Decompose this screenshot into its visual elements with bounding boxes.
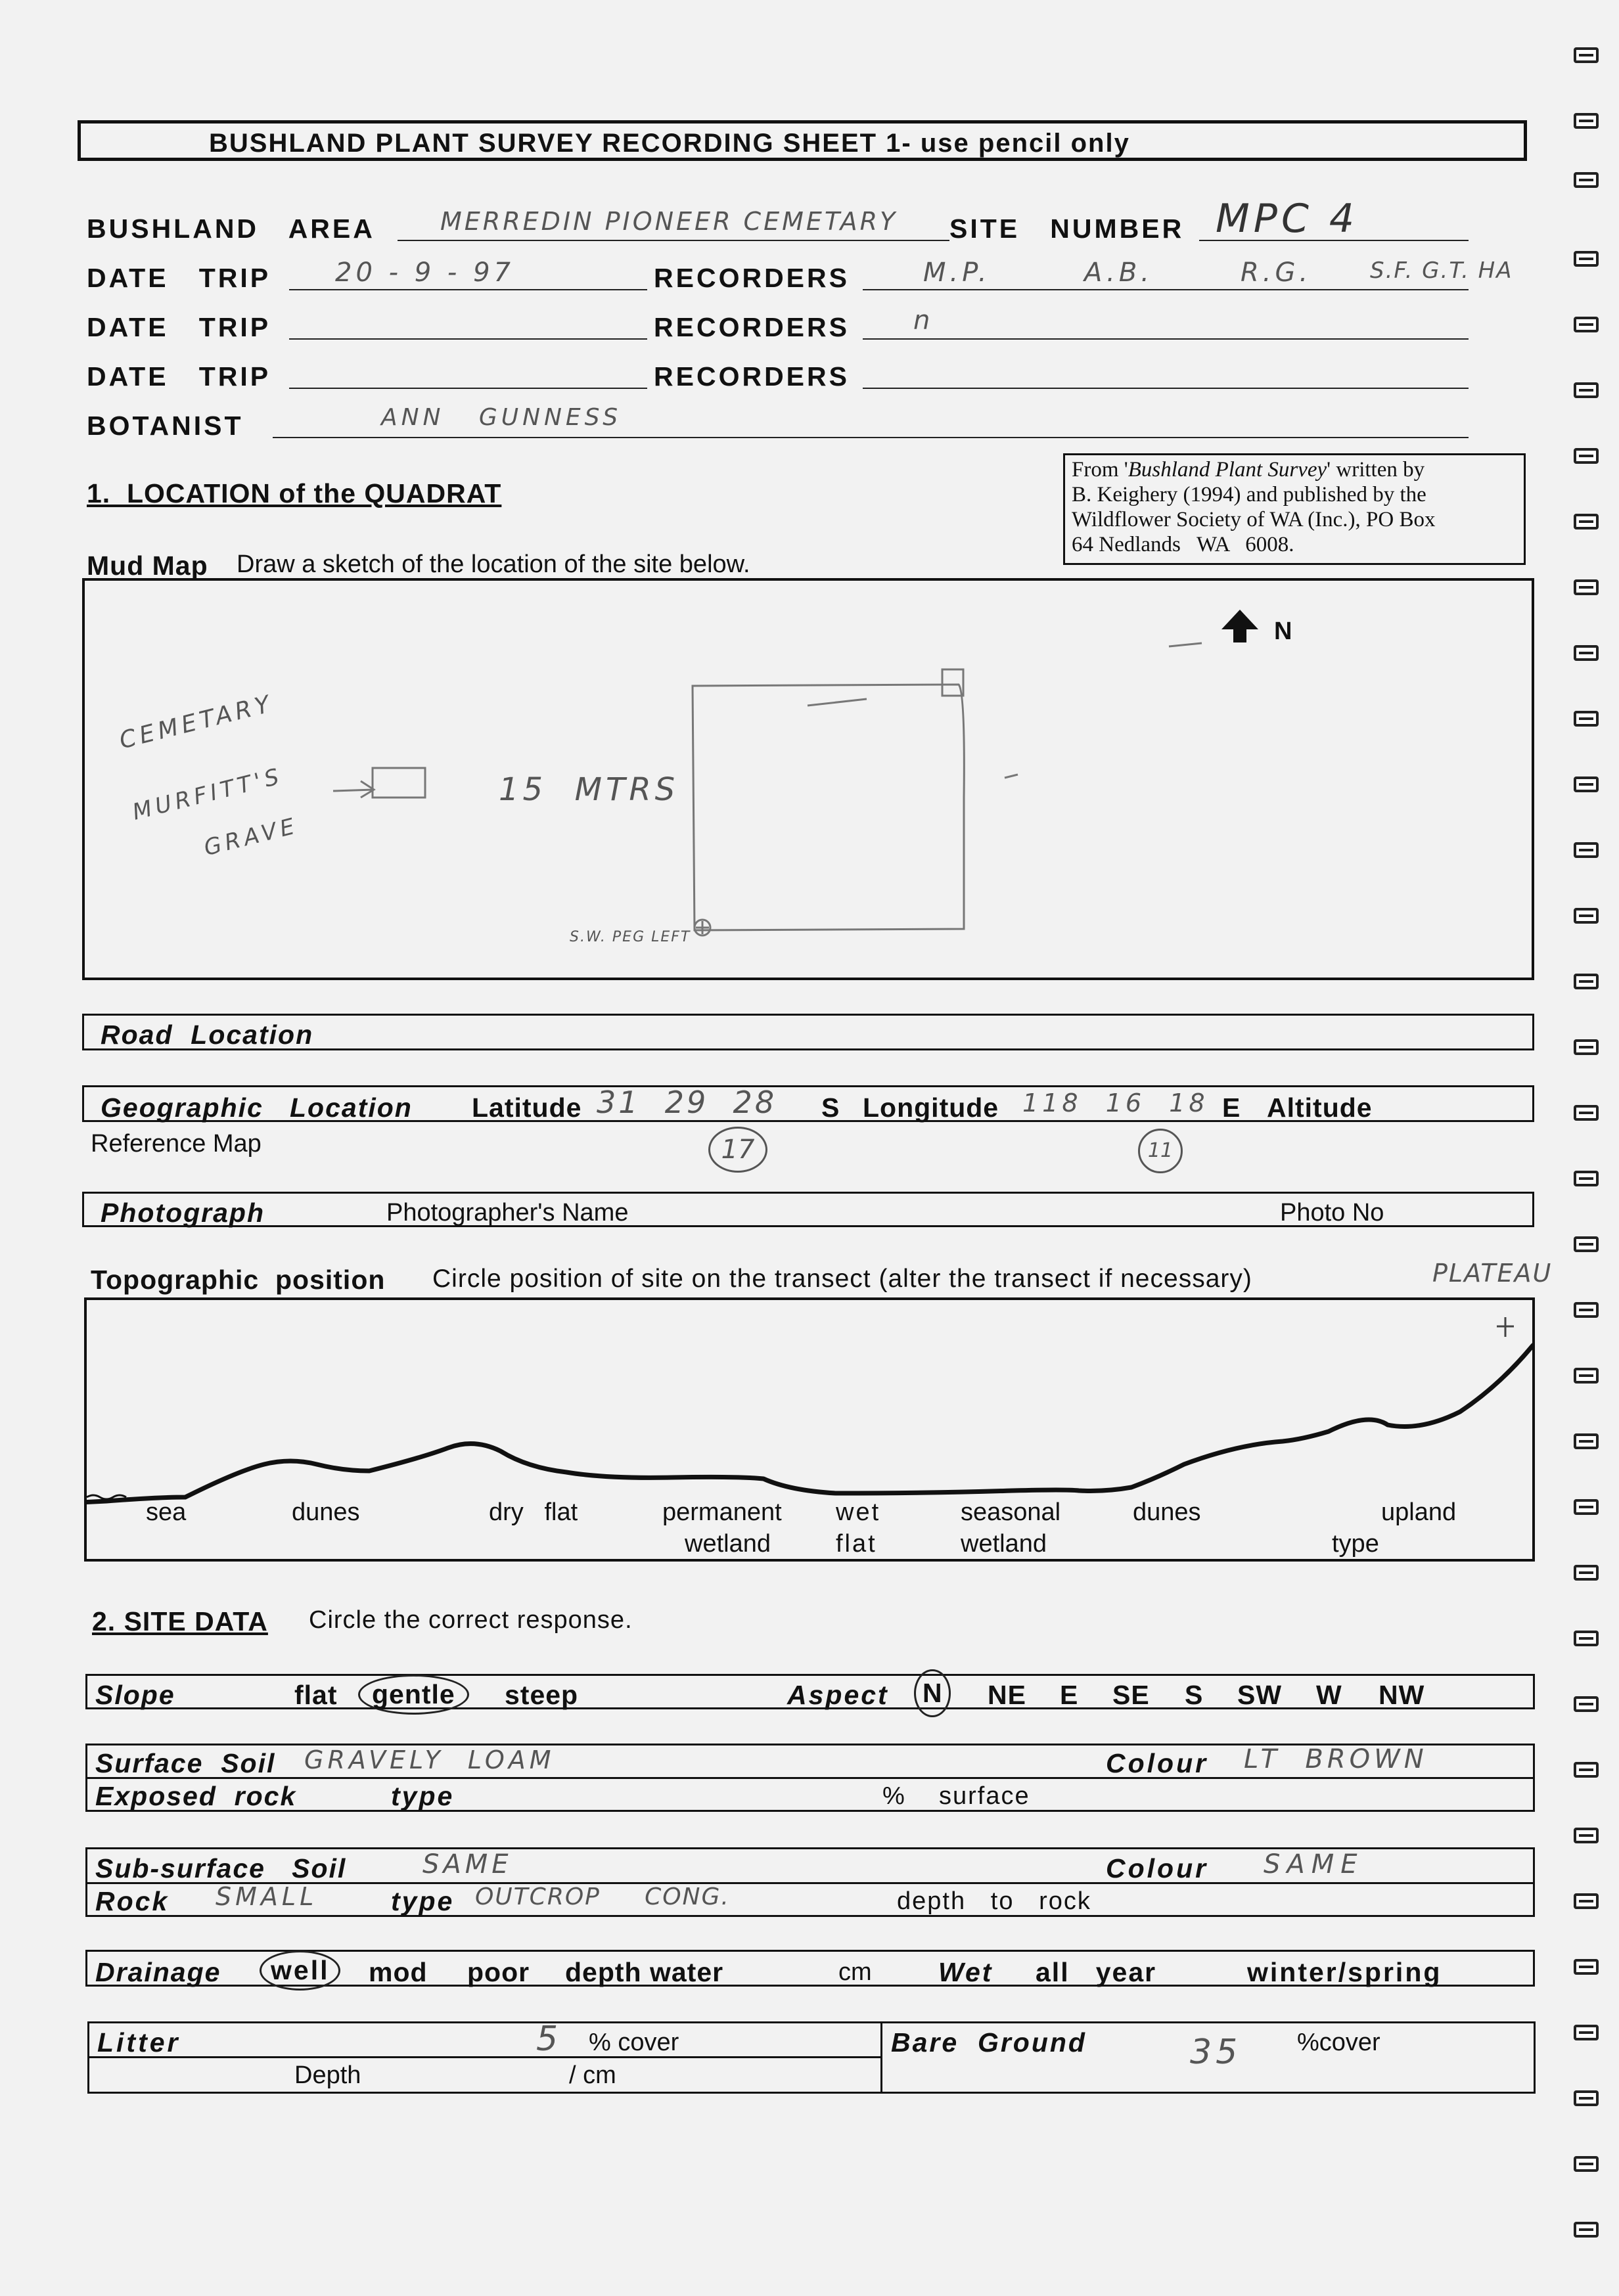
surface-soil-divider xyxy=(87,1777,1533,1779)
slope-label: Slope xyxy=(95,1680,175,1710)
mud-map-sketch xyxy=(85,581,1532,978)
rock-type-value[interactable]: OUTCROP CONG. xyxy=(475,1883,730,1910)
recorders-2-line[interactable] xyxy=(863,338,1469,340)
site-number-label: SITE NUMBER xyxy=(949,214,1185,244)
source-note-line-3: Wildflower Society of WA (Inc.), PO Box xyxy=(1072,508,1436,531)
plateau-mark xyxy=(1497,1317,1514,1337)
north-dash xyxy=(808,643,1202,706)
surface-colour-value[interactable]: LT BROWN xyxy=(1244,1744,1428,1774)
date-trip-2-label: DATE TRIP xyxy=(87,312,271,342)
longitude-value: 118 16 18 xyxy=(1022,1089,1209,1117)
aspect-option-n[interactable]: N xyxy=(914,1669,951,1717)
recorders-2-value: n xyxy=(913,305,934,336)
exposed-rock-label: Exposed rock xyxy=(95,1781,297,1811)
aspect-option-se[interactable]: SE xyxy=(1112,1680,1150,1710)
north-arrow-icon xyxy=(1221,610,1258,629)
latitude-value: 31 29 28 xyxy=(597,1085,777,1120)
north-label: N xyxy=(1274,618,1295,645)
recorders-3-line[interactable] xyxy=(863,388,1469,389)
sketch-cemetery: CEMETARY xyxy=(116,690,277,755)
litter-box xyxy=(87,2021,1536,2094)
subsurface-colour-label: Colour xyxy=(1106,1853,1209,1883)
recorders-3-label: RECORDERS xyxy=(654,361,850,392)
transect-label-dunes-2[interactable]: dunes xyxy=(1133,1498,1201,1526)
botanist-value: ANN GUNNESS xyxy=(381,404,622,431)
drainage-label: Drainage xyxy=(95,1957,221,1987)
subsurface-soil-label: Sub-surface Soil xyxy=(95,1853,347,1883)
slope-option-flat[interactable]: flat xyxy=(294,1680,338,1710)
botanist-line[interactable] xyxy=(273,437,1469,438)
bushland-area-value: MERREDIN PIONEER CEMETARY xyxy=(440,207,898,236)
transect-label-dunes-1[interactable]: dunes xyxy=(292,1498,360,1526)
slope-option-gentle[interactable]: gentle xyxy=(358,1675,469,1715)
subsurface-colour-value[interactable]: SAME xyxy=(1264,1849,1364,1880)
wet-option-all-year[interactable]: all year xyxy=(1036,1957,1157,1987)
sketch-peg: S.W. PEG LEFT xyxy=(570,929,691,945)
title-box xyxy=(78,120,1527,161)
longitude-e-label: E xyxy=(1222,1092,1243,1123)
page-title: BUSHLAND PLANT SURVEY RECORDING SHEET 1- use pencil only xyxy=(209,129,1130,158)
topographic-note: PLATEAU xyxy=(1432,1259,1553,1288)
transect-label-wetland-2[interactable]: wetland xyxy=(961,1530,1047,1558)
litter-depth-label: Depth xyxy=(294,2061,361,2089)
source-note-line-2: B. Keighery (1994) and published by the xyxy=(1072,483,1426,506)
aspect-option-sw[interactable]: SW xyxy=(1237,1680,1283,1710)
north-arrow-stem-icon xyxy=(1233,628,1246,642)
transect-label-upland[interactable]: upland xyxy=(1381,1498,1457,1526)
photo-no-label: Photo No xyxy=(1280,1199,1384,1227)
source-note-box xyxy=(1063,453,1526,565)
rock-label: Rock xyxy=(95,1886,170,1916)
road-location-box[interactable] xyxy=(82,1014,1534,1050)
litter-cover-label: % cover xyxy=(589,2029,679,2056)
recorders-1-line[interactable] xyxy=(863,289,1469,290)
date-trip-1-line[interactable] xyxy=(289,289,647,290)
transect-label-permanent[interactable]: permanent xyxy=(662,1498,782,1526)
recorders-1-value-3: R.G. xyxy=(1241,258,1312,288)
bushland-area-line[interactable] xyxy=(398,240,949,241)
drainage-option-mod[interactable]: mod xyxy=(369,1957,428,1987)
sketch-distance: 15 MTRS xyxy=(499,771,679,808)
location-heading: 1. LOCATION of the QUADRAT xyxy=(87,478,502,508)
topographic-label: Topographic position xyxy=(91,1265,386,1295)
subsurface-soil-box xyxy=(85,1847,1535,1917)
slope-option-steep[interactable]: steep xyxy=(505,1680,579,1710)
reference-map-circle-2: 11 xyxy=(1138,1129,1183,1173)
depth-water-label: depth water xyxy=(565,1957,724,1987)
photograph-label: Photograph xyxy=(101,1198,265,1228)
subsurface-soil-value[interactable]: SAME xyxy=(422,1849,513,1880)
transect-line xyxy=(87,1329,1532,1502)
recorders-1-label: RECORDERS xyxy=(654,263,850,293)
date-trip-3-line[interactable] xyxy=(289,388,647,389)
mud-map-instruction: Draw a sketch of the location of the site below. xyxy=(237,551,750,578)
surface-soil-box xyxy=(85,1744,1535,1812)
photograph-box[interactable] xyxy=(82,1192,1534,1227)
geographic-location-box[interactable] xyxy=(82,1085,1534,1122)
rock-type-label: type xyxy=(391,1886,455,1916)
sketch-grave-line-1: MURFITT'S xyxy=(129,763,286,826)
road-location-label: Road Location xyxy=(101,1020,314,1050)
sketch-grave-line-2: GRAVE xyxy=(201,812,301,862)
depth-water-cm-label: cm xyxy=(838,1958,872,1986)
surface-soil-label: Surface Soil xyxy=(95,1748,276,1778)
transect-label-type[interactable]: type xyxy=(1332,1530,1379,1558)
recorders-2-label: RECORDERS xyxy=(654,312,850,342)
transect-label-dry-flat[interactable]: dry flat xyxy=(489,1498,578,1526)
transect-label-wet[interactable]: wet xyxy=(836,1498,881,1526)
quadrat-outline xyxy=(693,685,964,930)
aspect-option-w[interactable]: W xyxy=(1316,1680,1344,1710)
exposed-rock-surface-label: % surface xyxy=(882,1782,1030,1810)
site-data-heading: 2. SITE DATA xyxy=(92,1606,268,1636)
mud-map-label: Mud Map xyxy=(87,551,208,581)
date-trip-2-line[interactable] xyxy=(289,338,647,340)
exposed-rock-type-label: type xyxy=(391,1781,455,1811)
latitude-label: Latitude xyxy=(472,1092,582,1123)
transect-label-wetland-1[interactable]: wetland xyxy=(685,1530,771,1558)
date-trip-1-label: DATE TRIP xyxy=(87,263,271,293)
date-trip-3-label: DATE TRIP xyxy=(87,361,271,392)
recorders-1-value-2: A.B. xyxy=(1084,258,1153,288)
date-trip-1-value: 20 - 9 - 97 xyxy=(335,258,514,288)
aspect-option-e[interactable]: E xyxy=(1060,1680,1081,1710)
grave-marker xyxy=(373,768,425,798)
longitude-label: Longitude xyxy=(863,1092,999,1123)
rock-value[interactable]: SMALL xyxy=(216,1882,318,1911)
surface-soil-value[interactable]: GRAVELY LOAM xyxy=(304,1745,555,1774)
transect-box[interactable] xyxy=(84,1297,1535,1562)
bare-ground-label: Bare Ground xyxy=(891,2027,1087,2058)
bare-ground-cover-label: %cover xyxy=(1297,2029,1380,2056)
source-note-line-1: From 'Bushland Plant Survey' written by xyxy=(1072,458,1425,482)
aspect-option-nw[interactable]: NW xyxy=(1379,1680,1425,1710)
transect-label-seasonal[interactable]: seasonal xyxy=(961,1498,1061,1526)
drainage-box xyxy=(85,1950,1535,1987)
transect-label-flat[interactable]: flat xyxy=(836,1530,877,1558)
mud-map-box[interactable] xyxy=(82,578,1534,980)
slope-aspect-box xyxy=(85,1674,1535,1709)
litter-depth-unit: / cm xyxy=(569,2061,616,2089)
photographer-name-label: Photographer's Name xyxy=(386,1199,629,1227)
litter-value[interactable]: 5 xyxy=(536,2019,562,2059)
grave-pointer xyxy=(333,781,374,798)
litter-label: Litter xyxy=(97,2027,181,2058)
depth-to-rock-label: depth to rock xyxy=(897,1887,1091,1915)
recorders-1-value-1: M.P. xyxy=(923,258,991,288)
wet-option-winter-spring[interactable]: winter/spring xyxy=(1247,1957,1442,1987)
wet-label: Wet xyxy=(938,1957,993,1987)
bushland-area-label: BUSHLAND AREA xyxy=(87,214,375,244)
litter-vertical-divider xyxy=(880,2023,882,2092)
geographic-location-label: Geographic Location xyxy=(101,1092,413,1123)
botanist-label: BOTANIST xyxy=(87,411,244,441)
aspect-option-s[interactable]: S xyxy=(1185,1680,1206,1710)
aspect-option-ne[interactable]: NE xyxy=(988,1680,1026,1710)
source-note-line-4: 64 Nedlands WA 6008. xyxy=(1072,533,1294,556)
altitude-label: Altitude xyxy=(1267,1092,1373,1123)
bare-ground-value[interactable]: 35 xyxy=(1190,2033,1242,2072)
site-number-value: MPC 4 xyxy=(1216,196,1359,242)
drainage-option-poor[interactable]: poor xyxy=(467,1957,530,1987)
recorders-1-value-4: S.F. G.T. HA xyxy=(1370,258,1513,284)
latitude-s-label: S xyxy=(821,1092,842,1123)
site-data-instruction: Circle the correct response. xyxy=(309,1606,633,1634)
litter-divider xyxy=(89,2056,882,2058)
surface-colour-label: Colour xyxy=(1106,1748,1209,1778)
distance-line xyxy=(1005,775,1018,778)
drainage-option-well[interactable]: well xyxy=(260,1950,340,1991)
transect-label-sea[interactable]: sea xyxy=(146,1498,187,1526)
topographic-instruction: Circle position of site on the transect (alter the transect if necessary) xyxy=(432,1265,1252,1293)
reference-map-label: Reference Map xyxy=(91,1130,262,1158)
aspect-label: Aspect xyxy=(787,1680,889,1710)
reference-map-circle-1: 17 xyxy=(708,1127,767,1173)
